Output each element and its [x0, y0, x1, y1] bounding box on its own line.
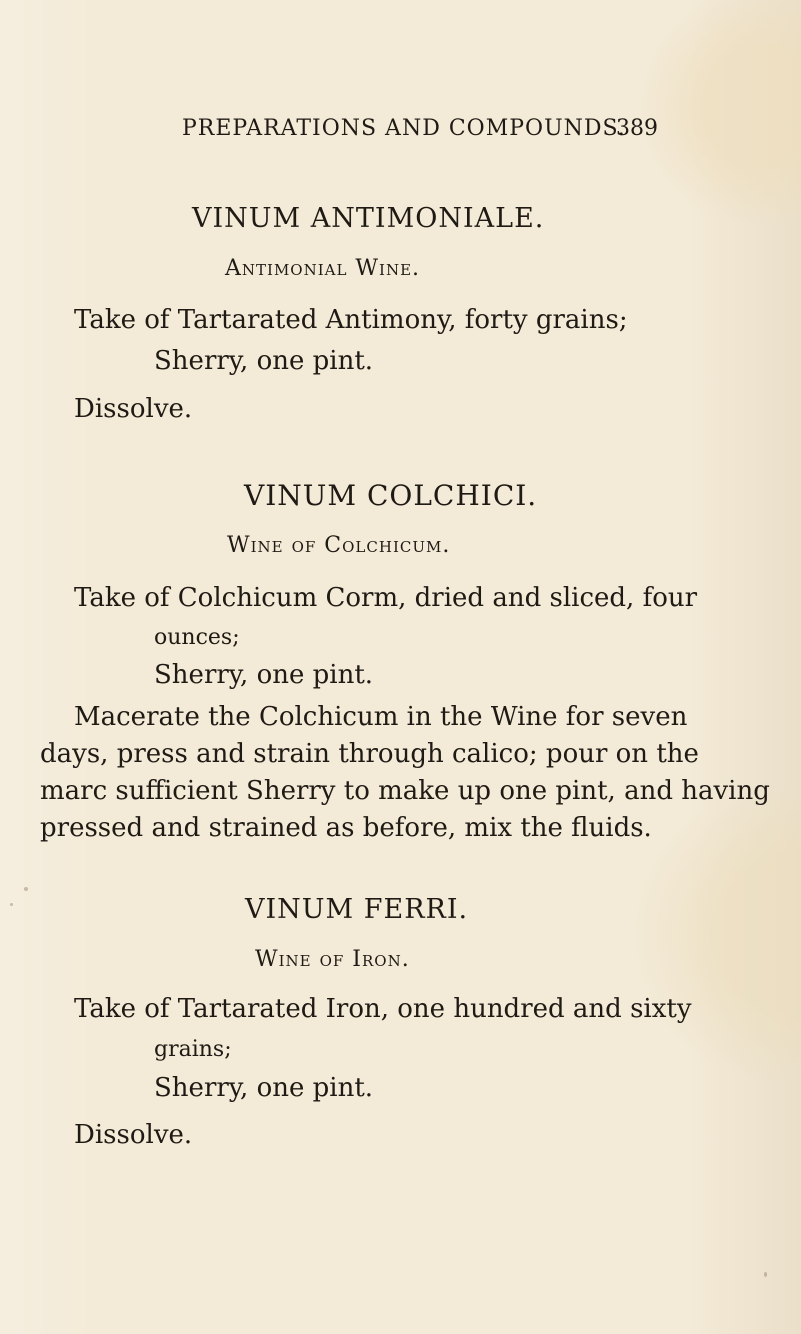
instruction-line: marc sufficient Sherry to make up one pint, and having	[40, 776, 770, 806]
instruction-line: Macerate the Colchicum in the Wine for seven	[74, 702, 688, 732]
ingredient-line: ounces;	[154, 625, 240, 650]
section-title: VINUM ANTIMONIALE.	[192, 203, 545, 234]
instruction-line: Dissolve.	[74, 1120, 193, 1150]
ingredient-line: Take of Tartarated Antimony, forty grains;	[74, 305, 628, 335]
ingredient-line: Sherry, one pint.	[154, 660, 374, 690]
paper-speck	[10, 903, 13, 906]
paper-speck	[764, 1272, 767, 1277]
instruction-line: Dissolve.	[74, 394, 193, 424]
ingredient-line: Take of Tartarated Iron, one hundred and sixty	[74, 994, 692, 1024]
section-subtitle: Wine of Colchicum.	[227, 533, 451, 558]
instruction-line: days, press and strain through calico; pour on the	[40, 739, 699, 769]
running-header: PREPARATIONS AND COMPOUNDS.	[182, 116, 626, 141]
paper-speck	[24, 887, 28, 891]
ingredient-line: Sherry, one pint.	[154, 1073, 374, 1103]
section-subtitle: Wine of Iron.	[255, 947, 410, 972]
section-title: VINUM FERRI.	[245, 894, 469, 925]
page-number: 389	[616, 116, 658, 141]
ingredient-line: grains;	[154, 1037, 232, 1062]
ingredient-line: Take of Colchicum Corm, dried and sliced, four	[74, 583, 698, 613]
ingredient-line: Sherry, one pint.	[154, 346, 374, 376]
section-subtitle: Antimonial Wine.	[225, 256, 421, 281]
instruction-line: pressed and strained as before, mix the fluids.	[40, 813, 652, 843]
section-title: VINUM COLCHICI.	[244, 479, 538, 512]
